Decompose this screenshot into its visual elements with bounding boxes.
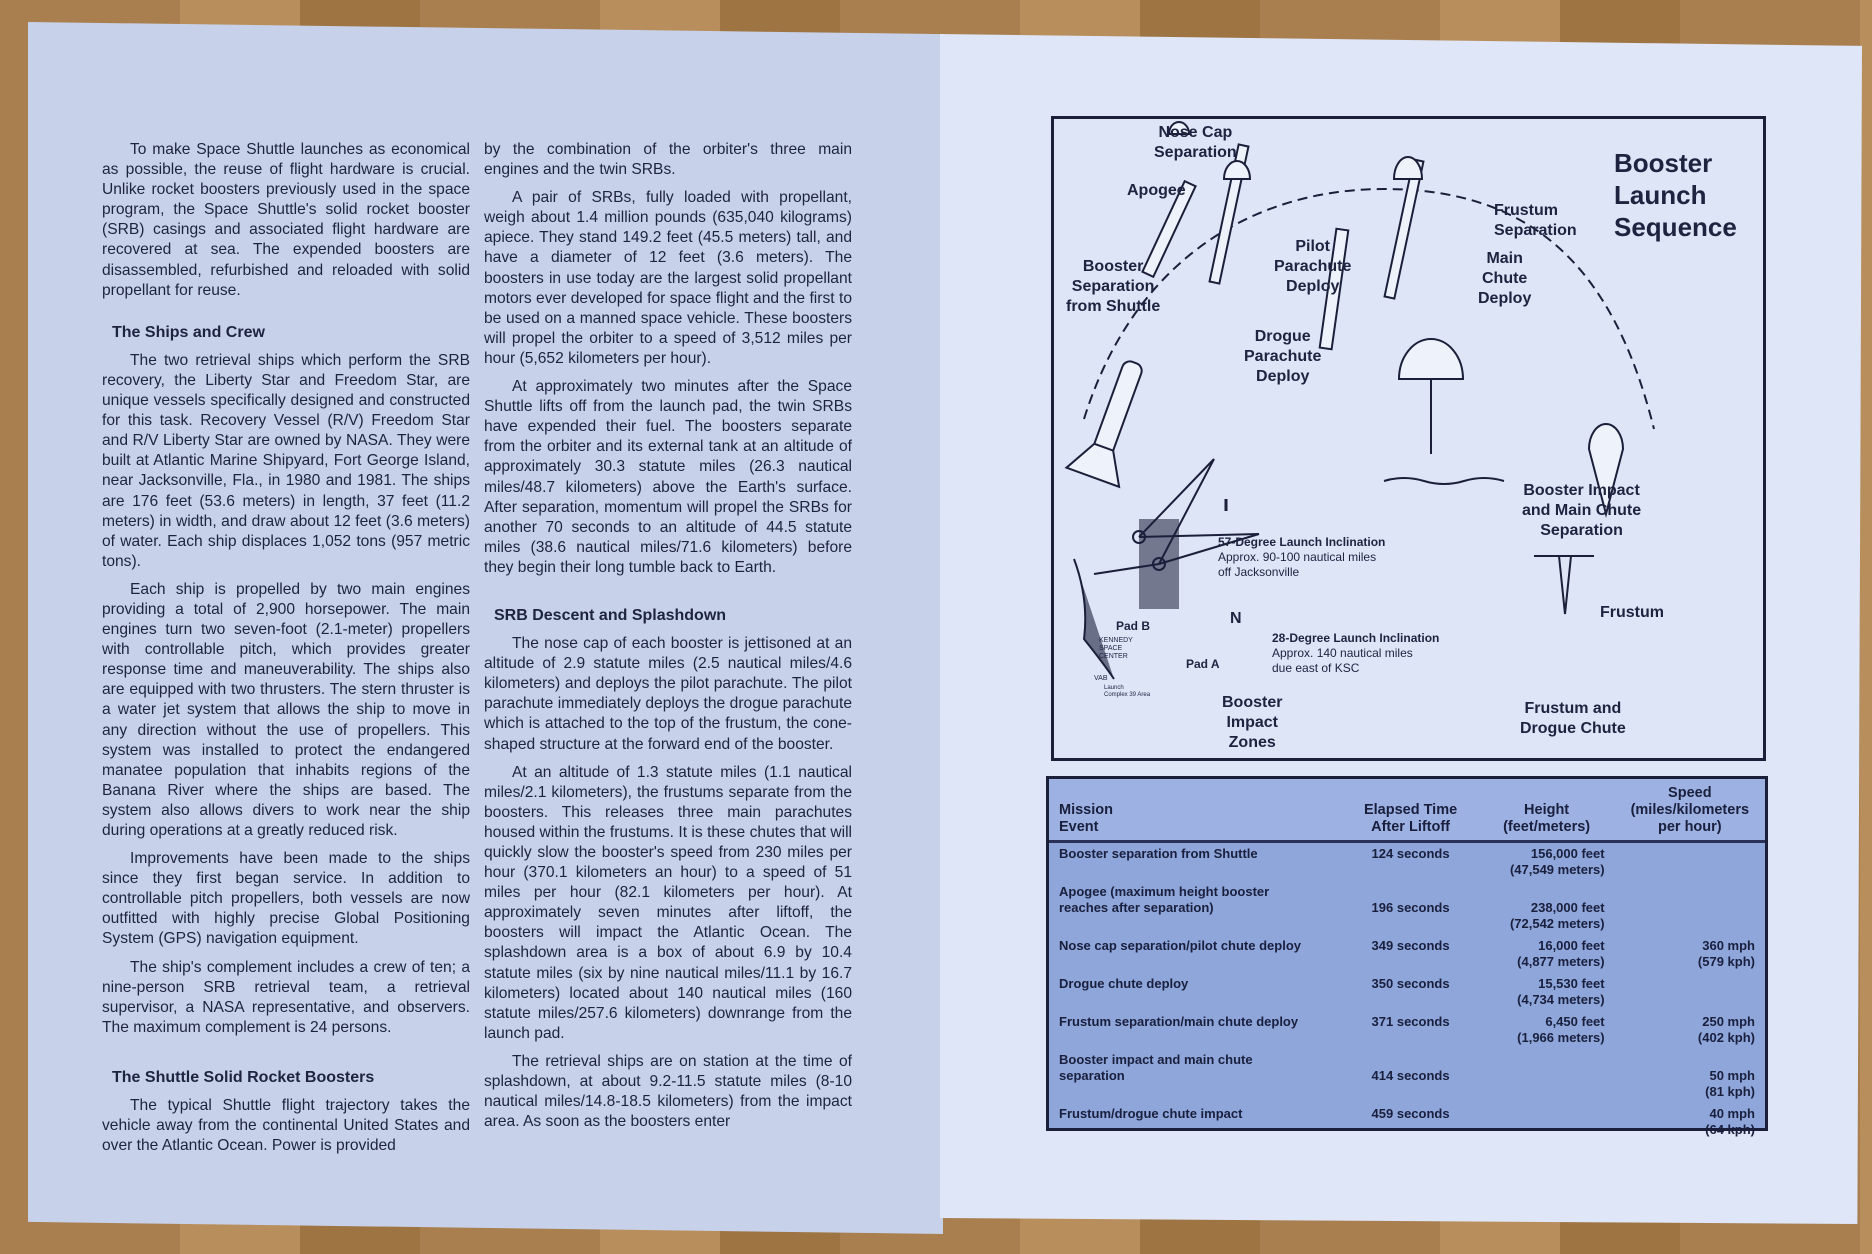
cell-elapsed-time: 124 seconds xyxy=(1371,846,1450,861)
cell-height: 16,000 feet (4,877 meters) xyxy=(1517,938,1605,969)
column-header: Elapsed Time After Liftoff xyxy=(1343,779,1479,842)
mission-event-table xyxy=(1046,776,1768,1137)
paragraph: The retrieval ships are on station at the time of splashdown, at about 9.2-11.5 statute miles (8-10 nautical miles/14.8-18.5 kilometers) from the impact area. As soon as the boosters enter xyxy=(484,1052,852,1131)
paragraph: At approximately two minutes after the Space Shuttle lifts off from the launch pad, the twin SRBs have expended their fuel. The boosters separate from the orbiter and its external tank at an altitude of approximately 30.3 statute miles (26.3 nautical miles/48.7 kilometers) above the Earth's surface. After separation, momentum will propel the SRBs for another 70 seconds to an altitude of 44.5 statute miles (38.6 nautical miles/71.6 kilometers) before they begin their long tumble back to Earth. xyxy=(484,378,852,576)
table-row xyxy=(1049,973,1765,1011)
paragraph: A pair of SRBs, fully loaded with propellant, weigh about 1.4 million pounds (635,040 kilograms) apiece. They stand 149.2 feet (45.5 meters) tall, and have a diameter of 12 feet (3.6 meters). The boosters in use today are the largest solid propellant motors ever developed for space flight and the first to be used on a manned space vehicle. These boosters will propel the orbiter to a speed of 3,512 miles per hour (5,652 kilometers per hour). xyxy=(484,189,852,367)
label-frustum: Frustum xyxy=(1600,604,1664,621)
label-booster-separation: Booster Separation from Shuttle xyxy=(1066,258,1161,315)
frustum-drogue-icon xyxy=(1534,556,1594,614)
cell-event: Frustum separation/main chute deploy xyxy=(1059,1014,1299,1029)
inclination-57-title: 57-Degree Launch Inclination xyxy=(1218,535,1386,549)
label-main-chute: Main Chute Deploy xyxy=(1478,250,1532,307)
table-row xyxy=(1049,881,1765,935)
cell-elapsed-time: 414 seconds xyxy=(1371,1068,1450,1083)
label-launch-complex: Launch Complex 39 Area xyxy=(1104,685,1151,698)
cell-event: Nose cap separation/pilot chute deploy xyxy=(1059,938,1301,953)
paragraph: The nose cap of each booster is jettisoned at an altitude of 2.9 statute miles (2.5 nautical miles/4.6 kilometers) and deploys the pilot parachute. The pilot parachute immediately deploys the drogue parachute which is attached to the top of the frustum, the cone-shaped structure at the forward end of the booster. xyxy=(484,635,852,753)
column-header: Height (feet/meters) xyxy=(1479,779,1615,842)
cell-height: 156,000 feet (47,549 meters) xyxy=(1509,846,1605,877)
north-label: N xyxy=(1230,610,1242,627)
cell-event: Booster separation from Shuttle xyxy=(1059,846,1258,861)
label-impact-zones: Booster Impact Zones xyxy=(1222,694,1283,751)
label-pilot-parachute: Pilot Parachute Deploy xyxy=(1274,238,1352,295)
cell-event: Booster impact and main chute separation xyxy=(1059,1052,1253,1083)
cell-elapsed-time: 350 seconds xyxy=(1371,976,1450,991)
cell-speed: 50 mph (81 kph) xyxy=(1705,1068,1755,1099)
inclination-57-note xyxy=(1218,535,1385,580)
shuttle-icon xyxy=(1066,353,1160,487)
paragraph: The typical Shuttle flight trajectory takes the vehicle away from the continental United States and over the Atlantic Ocean. Power is provided xyxy=(102,1097,470,1155)
paragraph: To make Space Shuttle launches as economical as possible, the reuse of flight hardware is crucial. Unlike rocket boosters previously used in the space program, the Space Shuttle's solid rocket booster (SRB) casings and associated flight hardware are recovered at sea. The expended boosters are disassembled, refurbished and reloaded with solid propellant for reuse. xyxy=(102,141,470,299)
column-header: Mission Event xyxy=(1049,779,1343,842)
paragraph: The two retrieval ships which perform the SRB recovery, the Liberty Star and Freedom Star, are unique vessels specifically designed and constructed for this task. Recovery Vessel (R/V) Freedom Star and R/V Liberty Star are owned by NASA. They were built at Atlantic Marine Shipyard, Fort George Island, near Jacksonville, Fla., in 1980 and 1981. The ships are 176 feet (53.6 meters) in length, 37 feet (11.2 meters) in width, and draw about 12 feet (3.6 meters) of water. Each ship displaces 1,052 tons (957 metric tons). xyxy=(102,351,470,570)
label-pad-b: Pad B xyxy=(1116,619,1151,633)
label-frustum-separation: Frustum Separation xyxy=(1494,202,1577,239)
inclination-28-title: 28-Degree Launch Inclination xyxy=(1272,631,1440,645)
text-column-1 xyxy=(102,140,470,1164)
table-row xyxy=(1049,1011,1765,1049)
section-heading: SRB Descent and Splashdown xyxy=(494,606,727,624)
table-row xyxy=(1049,1103,1765,1141)
table-row xyxy=(1049,842,1765,882)
text-column-2 xyxy=(484,140,852,1140)
paragraph: Each ship is propelled by two main engines providing a total of 2,900 horsepower. The main engines turn two seven-foot (2.1-meter) propellers with controllable pitch, which provides greater response time and maneuverability. The ships also are equipped with two thrusters. The stern thruster is a water jet system that allows the ship to move in any direction without the use of propellers. This system was installed to protect the endangered manatee population that inhabits regions of the Banana River where the ships are based. The system also allows divers to work near the ship during operations at a greatly reduced risk. xyxy=(102,580,470,839)
cell-event: Drogue chute deploy xyxy=(1059,976,1189,991)
cell-event: Apogee (maximum height booster reaches after separation) xyxy=(1059,884,1270,915)
cell-event: Frustum/drogue chute impact xyxy=(1059,1106,1243,1121)
cell-speed: 360 mph (579 kph) xyxy=(1697,938,1755,969)
label-vab: VAB xyxy=(1094,675,1108,682)
label-nose-cap: Nose Cap Separation xyxy=(1154,124,1237,161)
label-ksc: KENNEDY SPACE CENTER xyxy=(1099,637,1133,660)
cell-height: 238,000 feet (72,542 meters) xyxy=(1509,900,1605,931)
cell-speed: 250 mph (402 kph) xyxy=(1697,1014,1755,1045)
table-header-row xyxy=(1049,779,1765,842)
diagram-title: Booster Launch Sequence xyxy=(1614,148,1737,242)
cell-height xyxy=(1479,1103,1615,1141)
paragraph: At an altitude of 1.3 statute miles (1.1 nautical miles/2.1 kilometers), the frustums separate from the boosters. This releases three main parachutes housed within the frustums. It is these chutes that will quickly slow the booster's speed from 230 miles per hour (370.1 kilometers an hour) to a speed of 51 miles per hour (82.1 kilometers per hour). At approximately seven minutes after liftoff, the boosters will impact the Atlantic Ocean. The splashdown area is a box of about 6.9 by 10.4 statute miles (six by nine nautical miles/11.1 by 16.7 kilometers) located about 140 nautical miles (160 statute miles/257.6 kilometers) downrange from the launch pad. xyxy=(484,763,852,1042)
section-heading: The Shuttle Solid Rocket Boosters xyxy=(112,1068,375,1086)
paragraph: Improvements have been made to the ships since they first began service. In addition to controllable pitch propellers, both vessels are now outfitted with highly precise Global Positioning System (GPS) navigation equipment. xyxy=(102,850,470,948)
cell-elapsed-time: 196 seconds xyxy=(1371,900,1450,915)
inclination-57-text: Approx. 90-100 nautical miles off Jacksonville xyxy=(1218,550,1377,579)
cell-elapsed-time: 371 seconds xyxy=(1371,1014,1450,1029)
label-booster-impact: Booster Impact and Main Chute Separation xyxy=(1522,482,1642,539)
cell-height: 15,530 feet (4,734 meters) xyxy=(1517,976,1605,1007)
main-parachute-icon xyxy=(1399,339,1463,379)
inclination-28-note xyxy=(1272,631,1439,676)
inclination-28-text: Approx. 140 nautical miles due east of KSC xyxy=(1272,646,1413,675)
table-row xyxy=(1049,935,1765,973)
section-heading: The Ships and Crew xyxy=(112,323,265,341)
paragraph: The ship's complement includes a crew of ten; a nine-person SRB retrieval team, a retrieval supervisor, a NASA representative, and observers. The maximum complement is 24 persons. xyxy=(102,958,470,1036)
ocean-splash xyxy=(1384,478,1504,484)
cell-elapsed-time: 459 seconds xyxy=(1371,1106,1450,1121)
parachute-icon xyxy=(1224,161,1250,179)
cell-height xyxy=(1479,1049,1615,1103)
paragraph: by the combination of the orbiter's three main engines and the twin SRBs. xyxy=(484,141,852,179)
cell-elapsed-time: 349 seconds xyxy=(1371,938,1450,953)
label-apogee: Apogee xyxy=(1127,182,1186,199)
cell-speed xyxy=(1615,973,1765,1011)
table-row xyxy=(1049,1049,1765,1103)
cell-height: 6,450 feet (1,966 meters) xyxy=(1517,1014,1605,1045)
booster-launch-sequence-diagram xyxy=(1051,116,1766,761)
label-drogue-parachute: Drogue Parachute Deploy xyxy=(1244,328,1322,385)
label-pad-a: Pad A xyxy=(1186,657,1220,671)
column-header: Speed (miles/kilometers per hour) xyxy=(1615,779,1765,842)
label-frustum-drogue: Frustum and Drogue Chute xyxy=(1520,700,1626,737)
cell-speed: 40 mph (64 kph) xyxy=(1705,1106,1755,1137)
cell-speed xyxy=(1615,842,1765,882)
booster-icon xyxy=(1385,159,1424,298)
cell-speed xyxy=(1615,881,1765,935)
